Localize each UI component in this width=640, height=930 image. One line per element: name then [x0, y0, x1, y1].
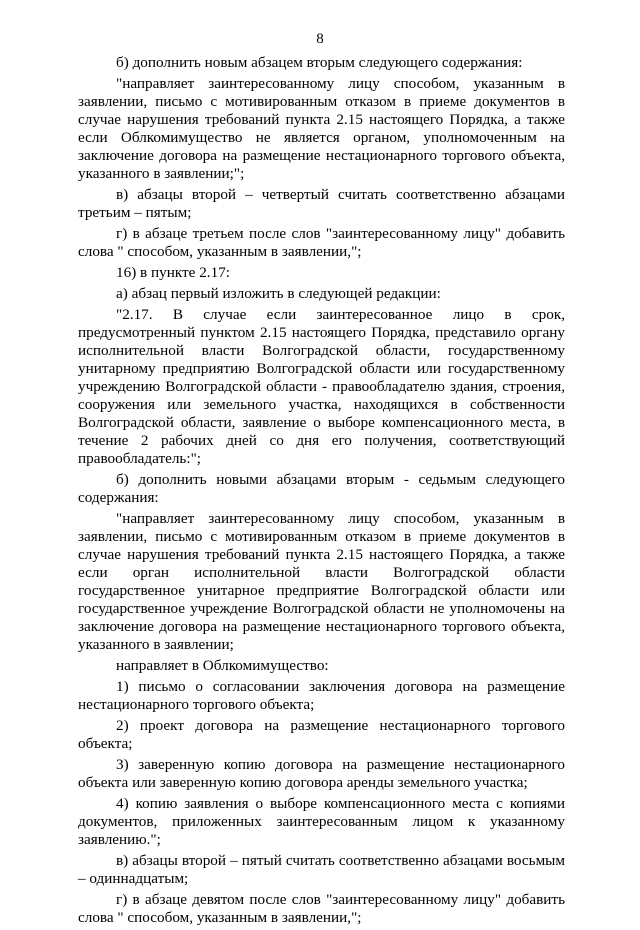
paragraph: 3) заверенную копию договора на размещение нестационарного объекта или заверенную копию договора аренды земельного участка; [78, 756, 565, 791]
paragraph: направляет в Облкомимущество: [116, 657, 329, 674]
page-number: 8 [316, 31, 324, 47]
paragraph: 2) проект договора на размещение нестационарного торгового объекта; [78, 717, 565, 752]
paragraph: б) дополнить новым абзацем вторым следующего содержания: [116, 54, 523, 71]
paragraph: "направляет заинтересованному лицу способом, указанным в заявлении, письмо с мотивированным отказом в приеме документов в случае нарушения требований пункта 2.15 настоящего Порядка, а также если орган исполнительной власти Волгоградской области государственное унитарное предприятие Волгоградской области или государственное учреждение Волгоградской области не уполномочены на заключение договора на размещение нестационарного торгового объекта, указанного в заявлении; [78, 510, 565, 653]
document-body [78, 54, 565, 930]
paragraph: в) абзацы второй – пятый считать соответственно абзацами восьмым – одиннадцатым; [78, 852, 565, 887]
paragraph: 4) копию заявления о выборе компенсационного места с копиями документов, приложенных заинтересованным лицом к указанному заявлению."; [78, 795, 565, 848]
paragraph: г) в абзаце девятом после слов "заинтересованному лицу" добавить слова " способом, указанным в заявлении,"; [78, 891, 565, 926]
paragraph: "2.17. В случае если заинтересованное лицо в срок, предусмотренный пунктом 2.15 настоящего Порядка, представило органу исполнительной власти Волгоградской области, государственному унитарному предприятию Волгоградской области или государственному учреждению Волгоградской области - правообладателю здания, строения, сооружения или земельного участка, находящихся в собственности Волгоградской области, заявление о выборе компенсационного места, в течение 2 рабочих дней со дня его получения, соответствующий правообладатель:"; [78, 306, 565, 467]
paragraph: г) в абзаце третьем после слов "заинтересованному лицу" добавить слова " способом, указанным в заявлении,"; [78, 225, 565, 260]
paragraph: "направляет заинтересованному лицу способом, указанным в заявлении, письмо с мотивированным отказом в приеме документов в случае нарушения требований пункта 2.15 настоящего Порядка, а также если Облкомимущество не является органом, уполномоченным на заключение договора на размещение нестационарного торгового объекта, указанного в заявлении;"; [78, 75, 565, 182]
paragraph: в) абзацы второй – четвертый считать соответственно абзацами третьим – пятым; [78, 186, 565, 221]
paragraph: 16) в пункте 2.17: [116, 264, 231, 281]
paragraph: 1) письмо о согласовании заключения договора на размещение нестационарного торгового объекта; [78, 678, 565, 713]
paragraph: а) абзац первый изложить в следующей редакции: [116, 285, 441, 302]
paragraph: б) дополнить новыми абзацами вторым - седьмым следующего содержания: [78, 471, 565, 506]
